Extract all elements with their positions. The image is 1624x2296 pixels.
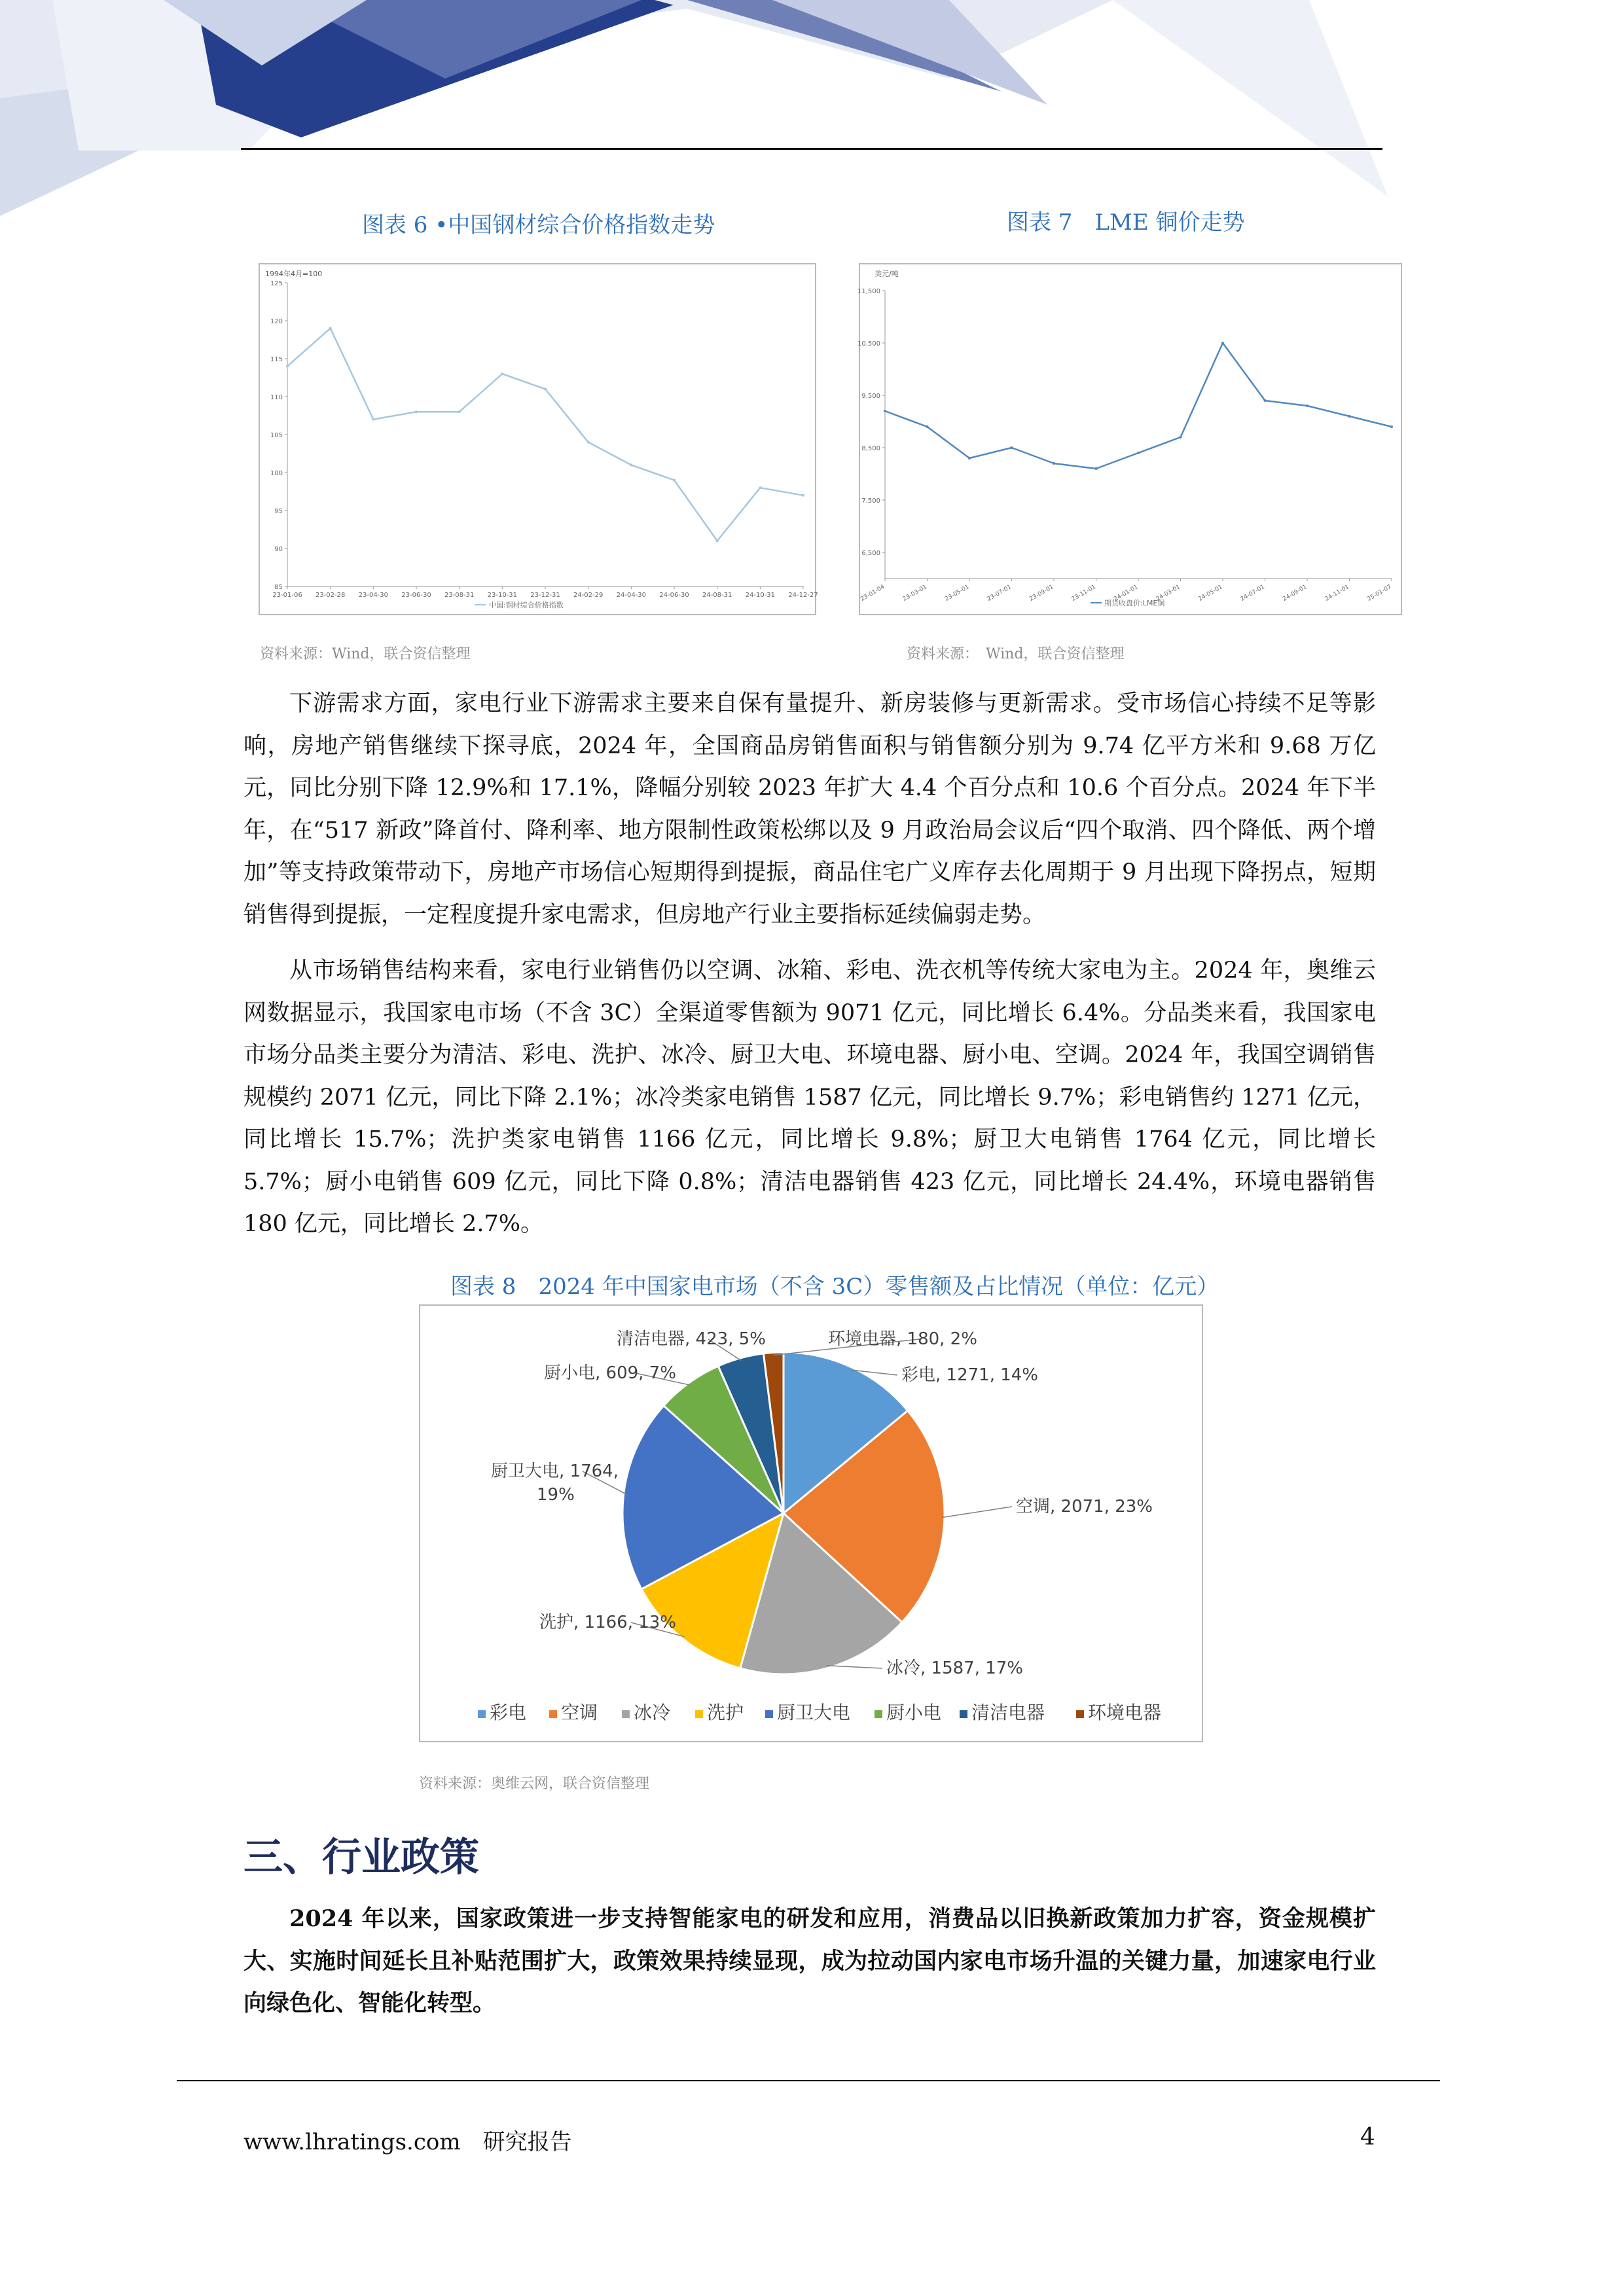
- x-tick-label: 23-03-01: [901, 583, 928, 603]
- figure-6-legend: 中国:钢材综合价格指数: [489, 601, 564, 609]
- figure-7-chart: [859, 263, 1402, 615]
- x-tick-label: 23-09-01: [1028, 583, 1055, 603]
- data-point: [501, 372, 503, 375]
- x-tick-label: 23-12-31: [530, 592, 560, 599]
- y-tick-label: 105: [270, 432, 283, 439]
- x-tick-label: 23-11-01: [1070, 583, 1097, 603]
- figure-6-unit: 1994年4月=100: [265, 270, 323, 278]
- data-point: [1137, 452, 1140, 454]
- data-point: [372, 418, 374, 421]
- x-tick-label: 24-10-31: [745, 592, 776, 599]
- x-tick-label: 24-06-30: [659, 592, 689, 599]
- data-point: [926, 425, 929, 428]
- data-point: [1306, 404, 1308, 407]
- data-point: [1221, 342, 1224, 344]
- x-tick-label: 24-03-01: [1155, 583, 1182, 603]
- figure-8-source: 资料来源：奥维云网，联合资信整理: [419, 1776, 650, 1792]
- legend-swatch-厨卫大电: [765, 1710, 773, 1718]
- x-tick-label: 24-05-01: [1197, 583, 1224, 603]
- y-tick-label: 125: [270, 280, 283, 287]
- paragraph-policy: 2024 年以来，国家政策进一步支持智能家电的研发和应用，消费品以旧换新政策加力扩容，资金规模扩大、实施时间延长且补贴范围扩大，政策效果持续显现，成为拉动国内家电市场升温的关键力量，加速家电行业向绿色化、智能化转型。: [244, 1905, 1376, 2017]
- header-rule: [241, 148, 1382, 150]
- x-tick-label: 23-06-30: [401, 592, 431, 599]
- y-tick-label: 120: [270, 318, 283, 325]
- data-point: [458, 410, 461, 413]
- data-point: [587, 441, 590, 444]
- x-tick-label: 23-01-04: [859, 583, 886, 603]
- x-tick-label: 24-11-01: [1324, 583, 1350, 603]
- figure-7-source: 资料来源： Wind，联合资信整理: [907, 646, 1125, 662]
- legend-label-环境电器: 环境电器: [1088, 1702, 1162, 1723]
- pie-label-彩电: 彩电, 1271, 14%: [901, 1365, 1039, 1385]
- pie-label-厨卫大电: 厨卫大电, 1764,: [491, 1462, 619, 1481]
- x-tick-label: 24-04-30: [616, 592, 647, 599]
- data-point: [1390, 425, 1393, 428]
- figure-8-chart: [419, 1304, 1203, 1742]
- y-tick-label: 100: [270, 470, 283, 477]
- figure-7-caption: 图表 7 LME 铜价走势: [1007, 209, 1245, 236]
- data-point: [884, 410, 886, 412]
- data-point: [1264, 399, 1267, 402]
- series-line: [287, 329, 803, 541]
- x-tick-label: 23-07-01: [986, 583, 1013, 603]
- y-tick-label: 110: [270, 394, 283, 401]
- pie-label-清洁电器: 清洁电器, 423, 5%: [617, 1329, 766, 1349]
- y-tick-label: 6,500: [861, 550, 880, 557]
- data-point: [1011, 446, 1013, 449]
- y-tick-label: 8,500: [861, 445, 880, 452]
- y-tick-label: 95: [274, 508, 283, 515]
- legend-swatch-空调: [549, 1710, 557, 1718]
- x-tick-label: 23-10-31: [487, 592, 518, 599]
- pie-label-洗护: 洗护, 1166, 13%: [539, 1613, 677, 1632]
- y-tick-label: 115: [270, 356, 283, 363]
- x-tick-label: 24-02-29: [573, 592, 604, 599]
- data-point: [759, 486, 761, 489]
- figure-6-source: 资料来源：Wind，联合资信整理: [260, 646, 471, 662]
- legend-swatch-冰冷: [622, 1710, 630, 1718]
- pie-label-冰冷: 冰冷, 1587, 17%: [886, 1659, 1024, 1678]
- legend-label-厨卫大电: 厨卫大电: [777, 1702, 851, 1723]
- data-point: [968, 457, 971, 459]
- paragraph-market-structure: 从市场销售结构来看，家电行业销售仍以空调、冰箱、彩电、洗衣机等传统大家电为主。2024 年，奥维云网数据显示，我国家电市场（不含 3C）全渠道零售额为 9071 亿元，同比增长 6.4%。分品类来看，我国家电市场分品类主要分为清洁、彩电、洗护、冰冷、厨卫大电、环境电器、厨小电、空调。2024 年，我国空调销售规模约 2071 亿元，同比下降 2.1%；冰冷类家电销售 1587 亿元，同比增长 9.7%；彩电销售约 1271 亿元，同比增长 15.7%；洗护类家电销售 1166 亿元，同比增长 9.8%；厨卫大电销售 1764 亿元，同比增长 5.7%；厨小电销售 609 亿元，同比下降 0.8%；清洁电器销售 423 亿元，同比增长 24.4%，环境电器销售 180 亿元，同比增长 2.7%。: [244, 958, 1376, 1237]
- footer-rule: [177, 2080, 1440, 2081]
- y-tick-label: 9,500: [861, 393, 880, 400]
- pie-label-厨小电: 厨小电, 609, 7%: [544, 1363, 676, 1383]
- legend-label-厨小电: 厨小电: [886, 1702, 942, 1723]
- x-tick-label: 24-07-01: [1239, 583, 1266, 603]
- data-point: [1348, 415, 1351, 418]
- data-point: [802, 494, 804, 497]
- x-tick-label: 24-09-01: [1282, 583, 1308, 603]
- data-point: [286, 365, 289, 368]
- y-tick-label: 11,500: [857, 288, 880, 295]
- legend-swatch-洗护: [695, 1710, 703, 1718]
- legend-swatch-厨小电: [875, 1710, 882, 1718]
- legend-label-清洁电器: 清洁电器: [971, 1702, 1045, 1723]
- x-tick-label: 25-01-07: [1366, 583, 1393, 603]
- data-point: [1095, 467, 1098, 470]
- x-tick-label: 24-01-01: [1113, 583, 1140, 603]
- y-tick-label: 10,500: [857, 340, 880, 348]
- legend-label-冰冷: 冰冷: [634, 1702, 671, 1723]
- data-point: [630, 463, 632, 466]
- legend-swatch-清洁电器: [960, 1710, 967, 1718]
- legend-swatch-彩电: [478, 1710, 486, 1718]
- legend-swatch-环境电器: [1076, 1710, 1084, 1718]
- data-point: [716, 539, 719, 542]
- legend-label-洗护: 洗护: [707, 1702, 744, 1723]
- legend-label-空调: 空调: [561, 1702, 598, 1723]
- pie-leader-line: [942, 1507, 1012, 1518]
- legend-label-彩电: 彩电: [490, 1702, 527, 1723]
- page-number: 4: [1360, 2124, 1375, 2151]
- figure-6-chart: [259, 263, 816, 615]
- x-tick-label: 23-04-30: [358, 592, 389, 599]
- paragraph-downstream-demand: 下游需求方面，家电行业下游需求主要来自保有量提升、新房装修与更新需求。受市场信心持续不足等影响，房地产销售继续下探寻底，2024 年，全国商品房销售面积与销售额分别为 9.74 亿平方米和 9.68 万亿元，同比分别下降 12.9%和 17.1%，降幅分别较 2023 年扩大 4.4 个百分点和 10.6 个百分点。2024 年下半年，在“517 新政”降首付、降利率、地方限制性政策松绑以及 9 月政治局会议后“四个取消、四个降低、两个增加”等支持政策带动下，房地产市场信心短期得到提振，商品住宅广义库存去化周期于 9 月出现下降拐点，短期销售得到提振，一定程度提升家电需求，但房地产行业主要指标延续偏弱走势。: [244, 691, 1376, 928]
- series-line: [885, 343, 1392, 469]
- footer-site: www.lhratings.com 研究报告: [244, 2129, 572, 2155]
- y-tick-label: 7,500: [861, 497, 880, 505]
- x-tick-label: 24-12-27: [788, 592, 818, 599]
- y-tick-label: 90: [274, 546, 283, 553]
- pie-label-环境电器: 环境电器, 180, 2%: [828, 1329, 977, 1349]
- pie-label-厨卫大电-percent: 19%: [537, 1485, 575, 1505]
- data-point: [544, 387, 547, 390]
- pie-leader-line: [827, 1666, 882, 1668]
- x-tick-label: 24-08-31: [702, 592, 732, 599]
- data-point: [1053, 462, 1055, 465]
- data-point: [1180, 436, 1182, 439]
- figure-7-legend: 期货收盘价:LME铜: [1104, 599, 1165, 607]
- figure-8-caption: 图表 8 2024 年中国家电市场（不含 3C）零售额及占比情况（单位：亿元）: [450, 1274, 1219, 1300]
- y-tick-label: 85: [274, 584, 283, 591]
- x-tick-label: 23-05-01: [944, 583, 971, 603]
- x-tick-label: 23-02-28: [315, 592, 346, 599]
- x-tick-label: 23-08-31: [444, 592, 475, 599]
- data-point: [673, 479, 676, 482]
- pie-label-空调: 空调, 2071, 23%: [1016, 1497, 1153, 1516]
- figure-7-unit: 美元/吨: [875, 270, 899, 278]
- data-point: [415, 410, 418, 413]
- section-title: 三、行业政策: [244, 1835, 479, 1880]
- data-point: [329, 327, 332, 330]
- figure-6-caption: 图表 6 •中国钢材综合价格指数走势: [362, 212, 715, 238]
- x-tick-label: 23-01-06: [272, 592, 302, 599]
- header-decoration: [0, 0, 1624, 301]
